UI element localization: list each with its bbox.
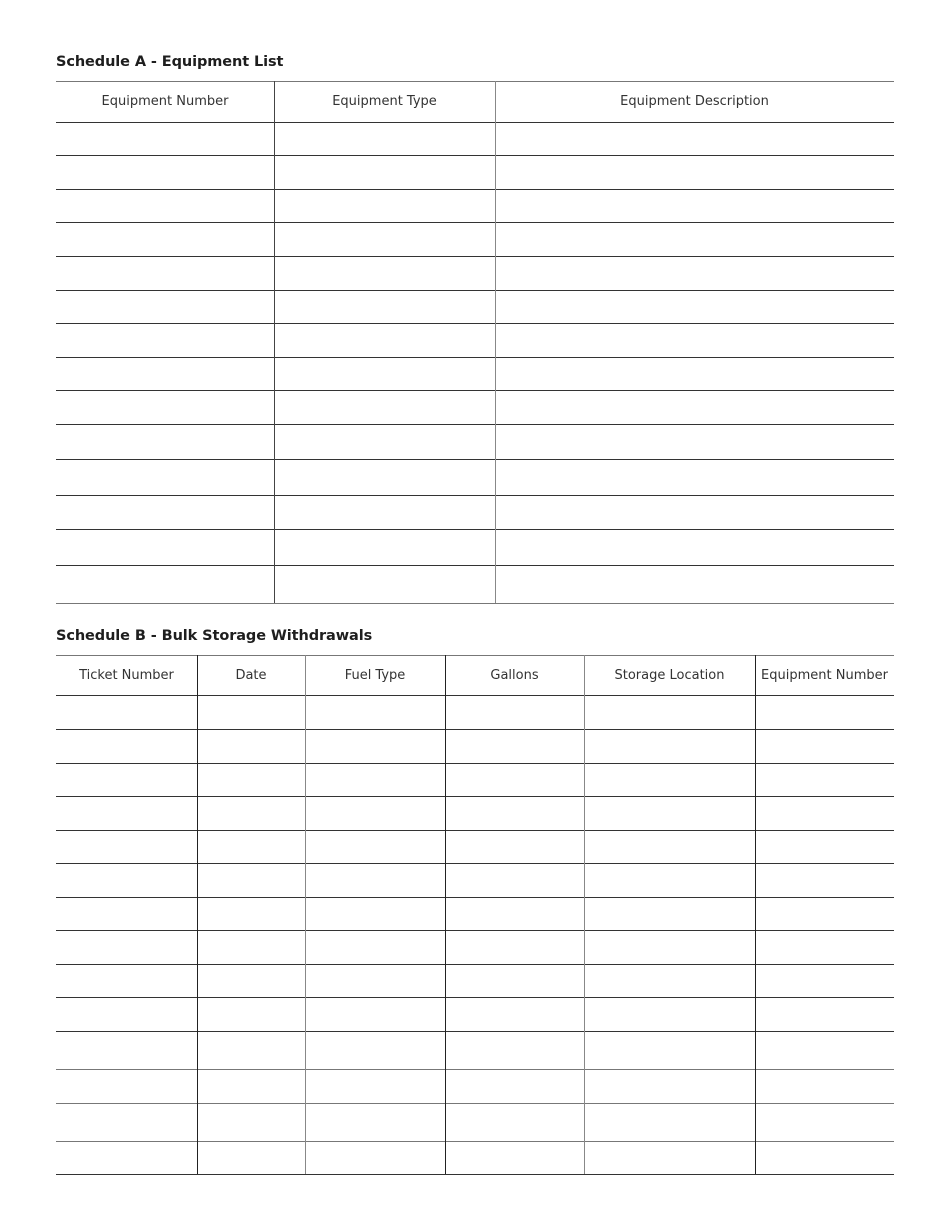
- column-divider: [445, 655, 446, 1174]
- table-cell[interactable]: [58, 224, 272, 254]
- schedule-a-table: [56, 81, 894, 604]
- table-cell[interactable]: [58, 191, 272, 220]
- row-divider: [56, 459, 894, 460]
- table-cell[interactable]: [586, 932, 753, 962]
- row-divider: [56, 495, 894, 496]
- table-cell[interactable]: [757, 832, 892, 861]
- table-cell[interactable]: [307, 1033, 443, 1067]
- column-divider: [584, 655, 585, 1174]
- table-cell[interactable]: [447, 999, 582, 1029]
- table-cell[interactable]: [199, 697, 303, 727]
- column-divider: [197, 655, 198, 1174]
- column-divider: [305, 655, 306, 1174]
- row-divider: [56, 357, 894, 358]
- row-divider: [56, 1174, 894, 1175]
- table-cell[interactable]: [307, 1071, 443, 1101]
- table-cell[interactable]: [757, 1071, 892, 1101]
- table-cell[interactable]: [199, 999, 303, 1029]
- table-cell[interactable]: [276, 392, 493, 422]
- table-cell[interactable]: [497, 191, 892, 220]
- table-cell[interactable]: [199, 932, 303, 962]
- table-cell[interactable]: [58, 1105, 195, 1139]
- table-cell[interactable]: [497, 497, 892, 527]
- table-cell[interactable]: [199, 1071, 303, 1101]
- table-cell[interactable]: [586, 832, 753, 861]
- table-cell[interactable]: [447, 966, 582, 995]
- column-header-equipment-type: Equipment Type: [332, 94, 437, 109]
- table-cell[interactable]: [276, 497, 493, 527]
- table-cell[interactable]: [307, 731, 443, 761]
- table-cell[interactable]: [586, 899, 753, 928]
- table-cell[interactable]: [276, 157, 493, 187]
- row-divider: [56, 729, 894, 730]
- column-header-equipment-description: Equipment Description: [620, 94, 769, 109]
- table-cell[interactable]: [586, 798, 753, 828]
- table-cell[interactable]: [307, 932, 443, 962]
- row-divider: [56, 189, 894, 190]
- table-cell[interactable]: [307, 999, 443, 1029]
- table-cell[interactable]: [497, 426, 892, 457]
- table-cell[interactable]: [447, 899, 582, 928]
- table-cell[interactable]: [447, 1033, 582, 1067]
- table-cell[interactable]: [58, 124, 272, 153]
- row-divider: [56, 390, 894, 391]
- header-bottom-border: [56, 122, 894, 123]
- table-cell[interactable]: [497, 124, 892, 153]
- table-cell[interactable]: [58, 258, 272, 288]
- table-cell[interactable]: [307, 765, 443, 794]
- table-cell[interactable]: [757, 765, 892, 794]
- table-cell[interactable]: [58, 292, 272, 321]
- row-divider: [56, 565, 894, 566]
- table-cell[interactable]: [199, 798, 303, 828]
- table-cell[interactable]: [447, 832, 582, 861]
- table-cell[interactable]: [757, 932, 892, 962]
- table-cell[interactable]: [497, 224, 892, 254]
- column-header-equipment-number: Equipment Number: [101, 94, 229, 109]
- row-divider: [56, 997, 894, 998]
- table-cell[interactable]: [497, 325, 892, 355]
- table-cell[interactable]: [276, 224, 493, 254]
- column-divider: [274, 81, 275, 603]
- table-cell[interactable]: [307, 697, 443, 727]
- table-cell[interactable]: [58, 966, 195, 995]
- table-cell[interactable]: [58, 932, 195, 962]
- row-divider: [56, 155, 894, 156]
- table-cell[interactable]: [757, 798, 892, 828]
- table-cell[interactable]: [447, 731, 582, 761]
- row-divider: [56, 424, 894, 425]
- table-cell[interactable]: [497, 157, 892, 187]
- table-cell[interactable]: [497, 359, 892, 388]
- column-header-fuel-type: Fuel Type: [344, 667, 406, 683]
- table-cell[interactable]: [276, 567, 493, 601]
- row-divider: [56, 256, 894, 257]
- row-divider: [56, 1031, 894, 1032]
- table-cell[interactable]: [199, 832, 303, 861]
- table-cell[interactable]: [757, 865, 892, 895]
- table-cell[interactable]: [199, 865, 303, 895]
- table-cell[interactable]: [447, 798, 582, 828]
- table-cell[interactable]: [276, 292, 493, 321]
- row-divider: [56, 863, 894, 864]
- row-divider: [56, 796, 894, 797]
- table-cell[interactable]: [199, 1105, 303, 1139]
- table-cell[interactable]: [447, 865, 582, 895]
- table-cell[interactable]: [497, 567, 892, 601]
- table-cell[interactable]: [199, 899, 303, 928]
- table-cell[interactable]: [58, 461, 272, 493]
- table-cell[interactable]: [586, 1105, 753, 1139]
- table-cell[interactable]: [58, 359, 272, 388]
- table-cell[interactable]: [58, 497, 272, 527]
- table-cell[interactable]: [58, 697, 195, 727]
- table-cell[interactable]: [586, 765, 753, 794]
- table-cell[interactable]: [276, 258, 493, 288]
- table-cell[interactable]: [757, 966, 892, 995]
- table-cell[interactable]: [497, 292, 892, 321]
- column-header-storage-location: Storage Location: [614, 667, 725, 683]
- table-cell[interactable]: [757, 899, 892, 928]
- table-cell[interactable]: [199, 966, 303, 995]
- table-cell[interactable]: [586, 1071, 753, 1101]
- table-cell[interactable]: [447, 1143, 582, 1172]
- table-cell[interactable]: [276, 461, 493, 493]
- table-cell[interactable]: [757, 1105, 892, 1139]
- table-cell[interactable]: [497, 258, 892, 288]
- row-divider: [56, 1141, 894, 1142]
- column-header-ticket-number: Ticket Number: [79, 667, 174, 683]
- table-cell[interactable]: [58, 1143, 195, 1172]
- table-cell[interactable]: [307, 1143, 443, 1172]
- table-cell[interactable]: [58, 1033, 195, 1067]
- table-cell[interactable]: [586, 1143, 753, 1172]
- row-divider: [56, 763, 894, 764]
- table-cell[interactable]: [58, 798, 195, 828]
- schedule-b-table: [56, 655, 894, 1175]
- table-cell[interactable]: [199, 731, 303, 761]
- table-cell[interactable]: [307, 966, 443, 995]
- row-divider: [56, 1103, 894, 1104]
- row-divider: [56, 603, 894, 604]
- table-cell[interactable]: [447, 697, 582, 727]
- table-cell[interactable]: [757, 697, 892, 727]
- column-header-date: Date: [235, 667, 267, 683]
- table-cell[interactable]: [757, 731, 892, 761]
- row-divider: [56, 1069, 894, 1070]
- table-cell[interactable]: [58, 157, 272, 187]
- table-cell[interactable]: [757, 1033, 892, 1067]
- table-cell[interactable]: [58, 325, 272, 355]
- table-cell[interactable]: [276, 359, 493, 388]
- table-cell[interactable]: [276, 124, 493, 153]
- column-divider: [755, 655, 756, 1174]
- table-cell[interactable]: [276, 426, 493, 457]
- table-cell[interactable]: [58, 392, 272, 422]
- header-bottom-border: [56, 695, 894, 696]
- table-cell[interactable]: [58, 999, 195, 1029]
- table-cell[interactable]: [199, 765, 303, 794]
- table-cell[interactable]: [757, 999, 892, 1029]
- table-cell[interactable]: [307, 899, 443, 928]
- row-divider: [56, 529, 894, 530]
- table-cell[interactable]: [497, 461, 892, 493]
- table-cell[interactable]: [447, 1071, 582, 1101]
- table-cell[interactable]: [58, 426, 272, 457]
- table-cell[interactable]: [447, 765, 582, 794]
- table-cell[interactable]: [447, 932, 582, 962]
- row-divider: [56, 964, 894, 965]
- table-cell[interactable]: [586, 1033, 753, 1067]
- row-divider: [56, 323, 894, 324]
- table-cell[interactable]: [497, 531, 892, 563]
- row-divider: [56, 222, 894, 223]
- table-cell[interactable]: [58, 899, 195, 928]
- table-cell[interactable]: [307, 832, 443, 861]
- table-cell[interactable]: [58, 567, 272, 601]
- table-cell[interactable]: [199, 1143, 303, 1172]
- table-cell[interactable]: [276, 191, 493, 220]
- table-cell[interactable]: [757, 1143, 892, 1172]
- table-cell[interactable]: [447, 1105, 582, 1139]
- table-cell[interactable]: [58, 531, 272, 563]
- table-cell[interactable]: [307, 1105, 443, 1139]
- table-cell[interactable]: [58, 765, 195, 794]
- table-cell[interactable]: [58, 1071, 195, 1101]
- column-header-equipment-number: Equipment Number: [761, 667, 888, 683]
- row-divider: [56, 830, 894, 831]
- table-cell[interactable]: [586, 697, 753, 727]
- table-cell[interactable]: [58, 731, 195, 761]
- table-cell[interactable]: [586, 999, 753, 1029]
- row-divider: [56, 930, 894, 931]
- column-divider: [495, 81, 496, 603]
- column-header-gallons: Gallons: [490, 667, 539, 683]
- table-cell[interactable]: [199, 1033, 303, 1067]
- schedule-a-title: Schedule A - Equipment List: [56, 54, 284, 70]
- table-cell[interactable]: [58, 832, 195, 861]
- row-divider: [56, 897, 894, 898]
- schedule-b-title: Schedule B - Bulk Storage Withdrawals: [56, 628, 373, 644]
- table-cell[interactable]: [276, 531, 493, 563]
- table-cell[interactable]: [586, 966, 753, 995]
- table-cell[interactable]: [307, 865, 443, 895]
- table-cell[interactable]: [497, 392, 892, 422]
- table-cell[interactable]: [586, 731, 753, 761]
- table-cell[interactable]: [586, 865, 753, 895]
- table-cell[interactable]: [276, 325, 493, 355]
- table-cell[interactable]: [58, 865, 195, 895]
- table-cell[interactable]: [307, 798, 443, 828]
- row-divider: [56, 290, 894, 291]
